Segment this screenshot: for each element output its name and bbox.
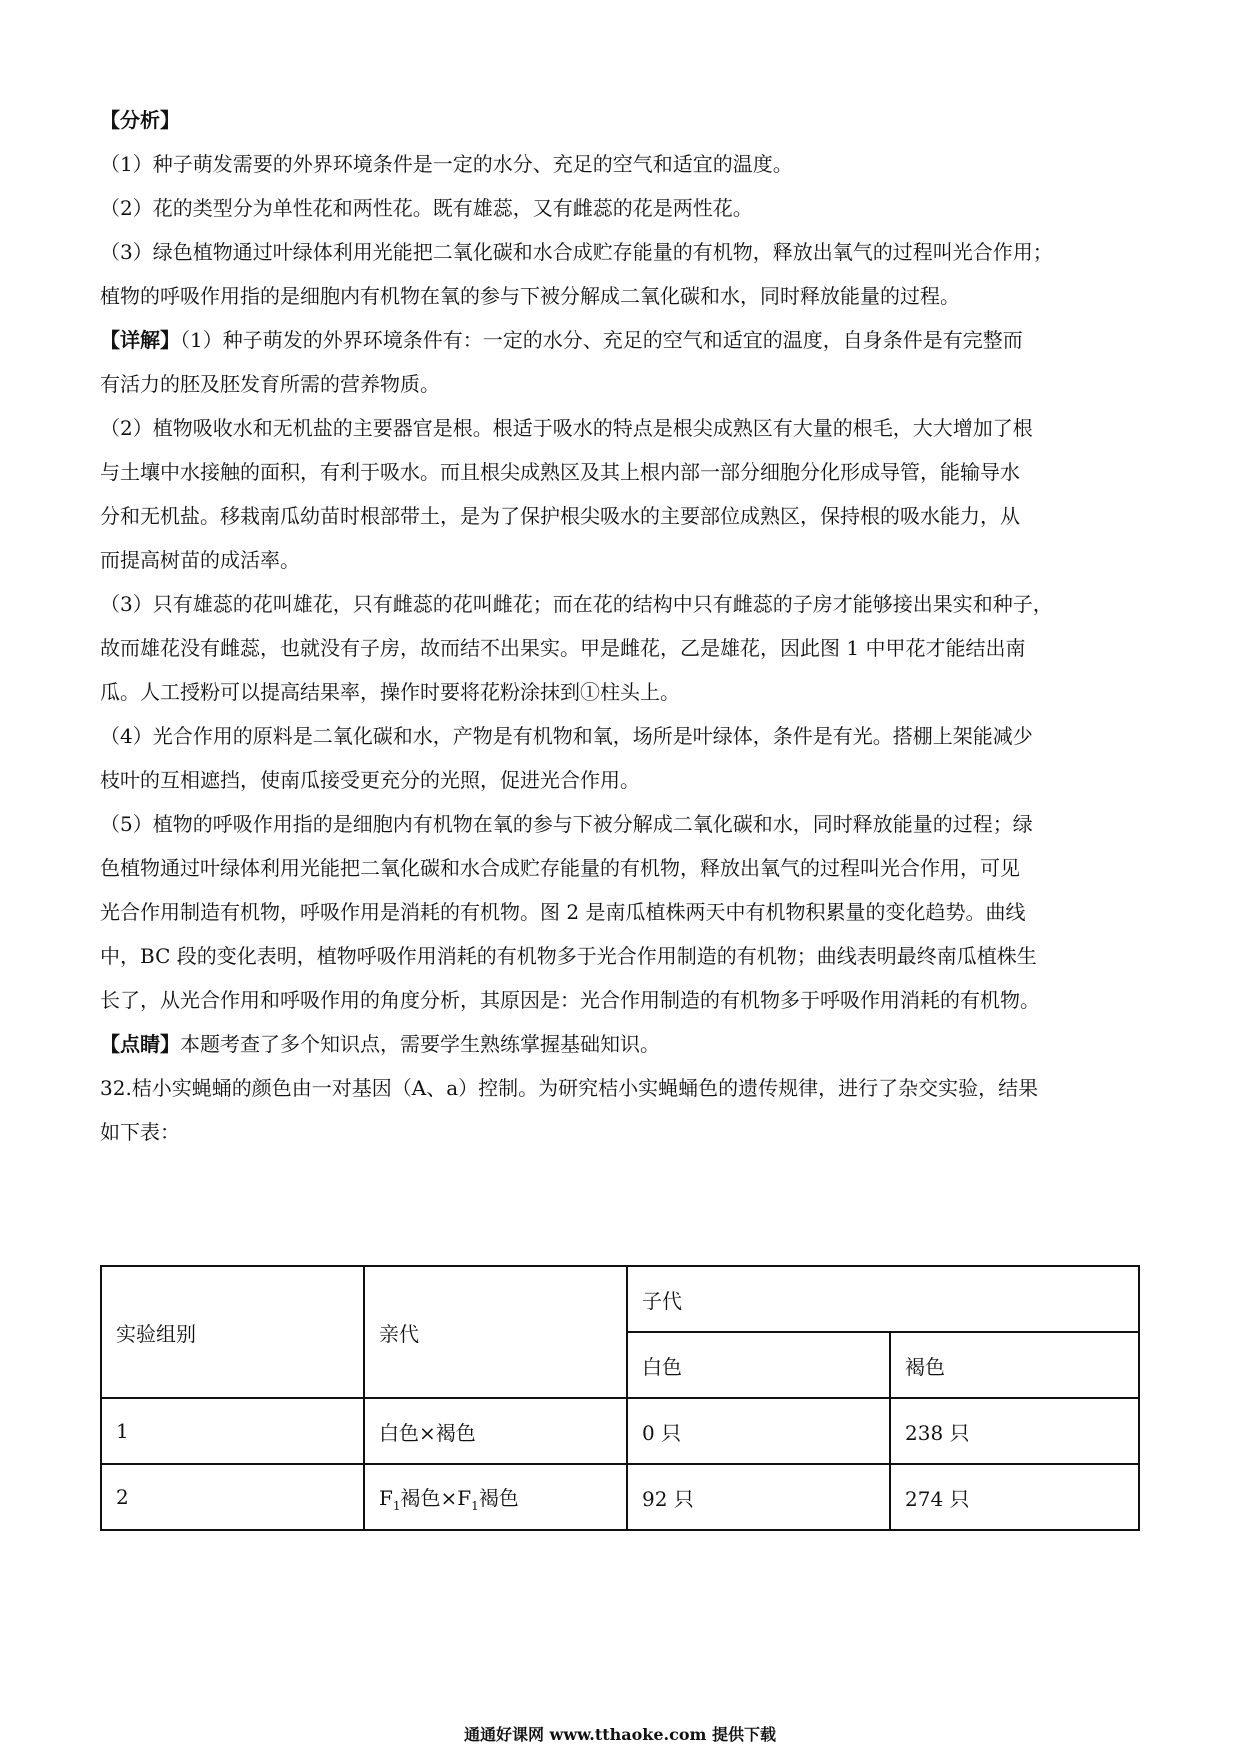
experiment-table [100, 1265, 1140, 1531]
cell-white: 0 只 [627, 1398, 890, 1464]
details-p2c: 分和无机盐。移栽南瓜幼苗时根部带土，是为了保护根尖吸水的主要部位成熟区，保持根的吸水能力，从 [100, 504, 1020, 528]
details-p5e: 长了，从光合作用和呼吸作用的角度分析，其原因是：光合作用制造的有机物多于呼吸作用消耗的有机物。 [100, 988, 1040, 1012]
header-parent: 亲代 [364, 1266, 627, 1398]
details-p5d: 中，BC 段的变化表明，植物呼吸作用消耗的有机物多于光合作用制造的有机物；曲线表明最终南瓜植株生 [100, 944, 1037, 968]
details-p2b: 与土壤中水接触的面积，有利于吸水。而且根尖成熟区及其上根内部一部分细胞分化形成导管，能输导水 [100, 460, 1020, 484]
details-p3c: 瓜。人工授粉可以提高结果率，操作时要将花粉涂抹到①柱头上。 [100, 680, 680, 704]
comment-line [100, 1022, 1140, 1066]
details-p1b: 有活力的胚及胚发育所需的营养物质。 [100, 372, 440, 396]
document-body [100, 98, 1140, 1154]
table-row [101, 1464, 1139, 1530]
cell-group: 2 [101, 1464, 364, 1530]
question32-line1: 32.桔小实蝇蛹的颜色由一对基因（A、a）控制。为研究桔小实蝇蛹色的遗传规律，进行了杂交实验，结果 [100, 1076, 1039, 1100]
parent-f: F [379, 1485, 393, 1510]
parent-sub1: 1 [392, 1498, 401, 1513]
details-p5a: （5）植物的呼吸作用指的是细胞内有机物在氧的参与下被分解成二氧化碳和水，同时释放能量的过程；绿 [100, 812, 1033, 836]
comment-heading: 【点睛】 [100, 1032, 180, 1056]
cell-group: 1 [101, 1398, 364, 1464]
analysis-p2: （2）花的类型分为单性花和两性花。既有雄蕊，又有雌蕊的花是两性花。 [100, 196, 753, 220]
cell-brown: 238 只 [890, 1398, 1139, 1464]
comment-text: 本题考查了多个知识点，需要学生熟练掌握基础知识。 [180, 1032, 660, 1056]
analysis-p3a: （3）绿色植物通过叶绿体利用光能把二氧化碳和水合成贮存能量的有机物，释放出氧气的过程叫光合作用； [100, 240, 1053, 264]
parent-mid: 褐色×F [400, 1485, 472, 1510]
cell-brown: 274 只 [890, 1464, 1139, 1530]
details-p1a-text: （1）种子萌发的外界环境条件有：一定的水分、充足的空气和适宜的温度，自身条件是有完整而 [180, 328, 1023, 352]
table-row [101, 1398, 1139, 1464]
footer-watermark: 通通好课网 www.tthaoke.com 提供下载 [463, 1725, 777, 1744]
details-p4a: （4）光合作用的原料是二氧化碳和水，产物是有机物和氧，场所是叶绿体，条件是有光。搭棚上架能减少 [100, 724, 1033, 748]
parent-end: 褐色 [478, 1485, 519, 1510]
details-p5c: 光合作用制造有机物，呼吸作用是消耗的有机物。图 2 是南瓜植株两天中有机物积累量的变化趋势。曲线 [100, 900, 1026, 924]
details-p2d: 而提高树苗的成活率。 [100, 548, 300, 572]
header-group: 实验组别 [101, 1266, 364, 1398]
details-p1a [100, 318, 1140, 362]
question32-line2: 如下表： [100, 1120, 180, 1144]
details-p2a: （2）植物吸收水和无机盐的主要器官是根。根适于吸水的特点是根尖成熟区有大量的根毛，大大增加了根 [100, 416, 1033, 440]
header-white: 白色 [627, 1332, 890, 1398]
details-heading: 【详解】 [100, 328, 180, 352]
details-p3b: 故而雄花没有雌蕊，也就没有子房，故而结不出果实。甲是雌花，乙是雄花，因此图 1 中甲花才能结出南 [100, 636, 1026, 660]
analysis-p1: （1）种子萌发需要的外界环境条件是一定的水分、充足的空气和适宜的温度。 [100, 152, 793, 176]
parent-sub2: 1 [471, 1498, 479, 1513]
details-p5b: 色植物通过叶绿体利用光能把二氧化碳和水合成贮存能量的有机物，释放出氧气的过程叫光合作用，可见 [100, 856, 1020, 880]
analysis-heading: 【分析】 [100, 108, 180, 132]
analysis-p3b: 植物的呼吸作用指的是细胞内有机物在氧的参与下被分解成二氧化碳和水，同时释放能量的过程。 [100, 284, 960, 308]
header-offspring: 子代 [627, 1266, 1139, 1332]
cell-parent: 白色×褐色 [364, 1398, 627, 1464]
details-p4b: 枝叶的互相遮挡，使南瓜接受更充分的光照，促进光合作用。 [100, 768, 640, 792]
details-p3a: （3）只有雄蕊的花叫雄花，只有雌蕊的花叫雌花；而在花的结构中只有雌蕊的子房才能够接出果实和种子， [100, 592, 1053, 616]
cell-white: 92 只 [627, 1464, 890, 1530]
cell-parent [364, 1464, 627, 1530]
header-brown: 褐色 [890, 1332, 1139, 1398]
